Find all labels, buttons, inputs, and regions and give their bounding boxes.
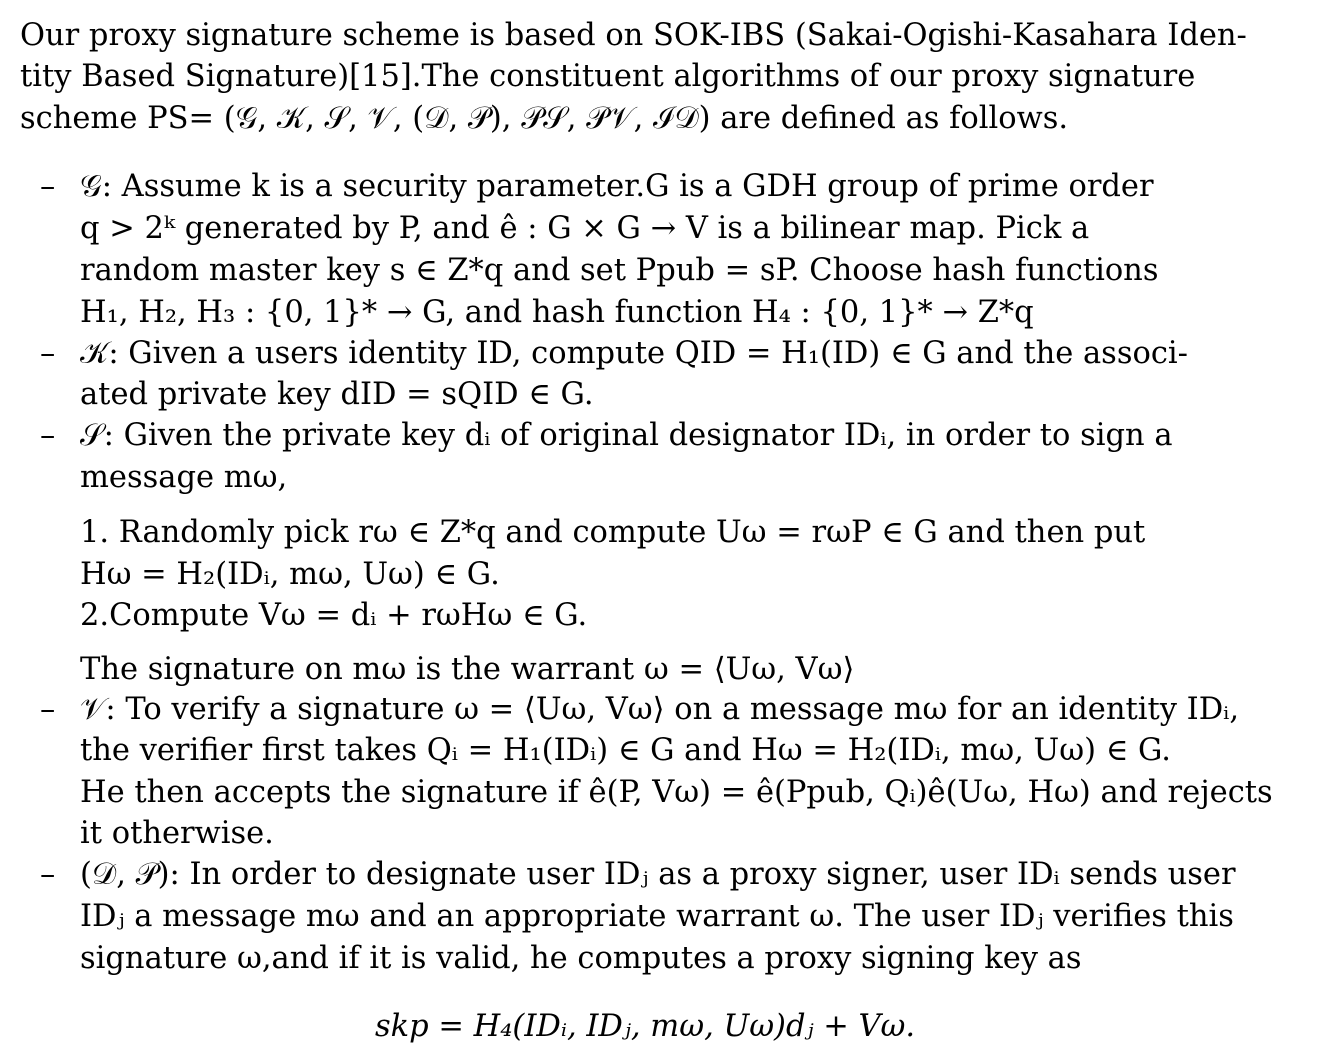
item-line: 𝒢: Assume k is a security parameter.G is a GDH group of prime order bbox=[80, 169, 1154, 204]
sign-conclusion: The signature on mω is the warrant ω = ⟨Uω, Vω⟩ bbox=[80, 652, 855, 687]
item-line: IDⱼ a message mω and an appropriate warrant ω. The user IDⱼ verifies this bbox=[80, 899, 1234, 934]
item-line: 𝒱: To verify a signature ω = ⟨Uω, Vω⟩ on a message mω for an identity IDᵢ, bbox=[80, 692, 1240, 727]
proxy-key-equation: skp = H₄(IDᵢ, IDⱼ, mω, Uω)dⱼ + Vω. bbox=[375, 1009, 916, 1044]
sign-step: Hω = H₂(IDᵢ, mω, Uω) ∈ G. bbox=[80, 557, 500, 592]
item-line: message mω, bbox=[80, 460, 288, 495]
item-line: He then accepts the signature if ê(P, Vω) = ê(Ppub, Qᵢ)ê(Uω, Hω) and rejects bbox=[80, 775, 1273, 810]
list-marker: – bbox=[40, 692, 56, 727]
item-line: 𝒦: Given a users identity ID, compute QID = H₁(ID) ∈ G and the associ- bbox=[80, 336, 1188, 371]
item-line: 𝒮: Given the private key dᵢ of original designator IDᵢ, in order to sign a bbox=[80, 418, 1173, 453]
list-marker: – bbox=[40, 418, 56, 453]
list-marker: – bbox=[40, 336, 56, 371]
item-line: H₁, H₂, H₃ : {0, 1}* → G, and hash function H₄ : {0, 1}* → Z*q bbox=[80, 295, 1034, 330]
sign-step: 2.Compute Vω = dᵢ + rωHω ∈ G. bbox=[80, 598, 588, 633]
intro-line: tity Based Signature)[15].The constituent algorithms of our proxy signature bbox=[20, 59, 1196, 94]
item-line: it otherwise. bbox=[80, 816, 274, 851]
item-line: random master key s ∈ Z*q and set Ppub = sP. Choose hash functions bbox=[80, 253, 1159, 288]
list-marker: – bbox=[40, 169, 56, 204]
list-marker: – bbox=[40, 857, 56, 892]
item-line: signature ω,and if it is valid, he computes a proxy signing key as bbox=[80, 941, 1082, 976]
item-line: ated private key dID = sQID ∈ G. bbox=[80, 377, 594, 412]
item-line: the verifier first takes Qᵢ = H₁(IDᵢ) ∈ G and Hω = H₂(IDᵢ, mω, Uω) ∈ G. bbox=[80, 733, 1171, 768]
intro-line: Our proxy signature scheme is based on SOK-IBS (Sakai-Ogishi-Kasahara Iden- bbox=[20, 18, 1247, 53]
item-line: q > 2ᵏ generated by P, and ê : G × G → V is a bilinear map. Pick a bbox=[80, 211, 1090, 246]
item-line: (𝒟, 𝒫): In order to designate user IDⱼ as a proxy signer, user IDᵢ sends user bbox=[80, 857, 1236, 892]
intro-line: scheme PS= (𝒢, 𝒦, 𝒮, 𝒱, (𝒟, 𝒫), 𝒫𝒮, 𝒫𝒱, ℐ𝒟) are defined as follows. bbox=[20, 101, 1069, 136]
sign-step: 1. Randomly pick rω ∈ Z*q and compute Uω = rωP ∈ G and then put bbox=[80, 515, 1146, 550]
